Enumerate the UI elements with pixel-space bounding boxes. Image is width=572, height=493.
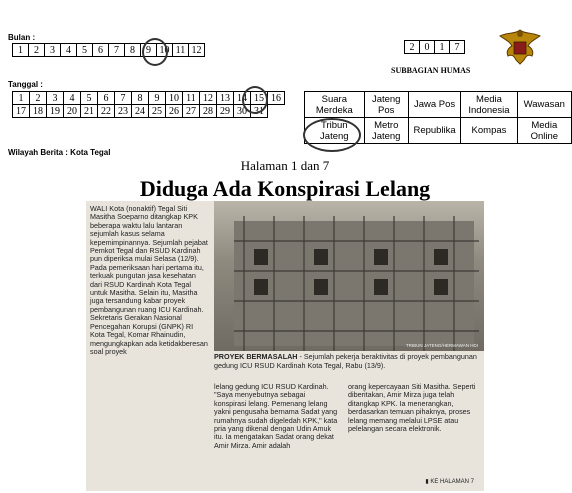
photo-caption (214, 353, 482, 370)
continued-note: ▮ KE HALAMAN 7 (425, 479, 474, 485)
article-column-1: WALI Kota (nonaktif) Tegal Siti Masitha Soeparno ditangkap KPK beberapa waktu lalu lantaran sejumlah kasus selama kepemimpinannya. Sejumlah pejabat Pemkot Tegal dan RSUD Kardinah pun diperiksa mulai Selasa (12/9). Pada pemeriksaan hari pertama itu, terkuak pungutan jasa kesehatan dari RSUD Kardinah Kota Tegal untuk Masitha. Selain itu, Masitha juga tersandung kabar proyek pembangunan ruang ICU Kardinah. Sekretaris Gerakan Nasional Pencegahan Korupsi (GNPK) RI Kota Tegal, Komar Rhainudin, mengungkapkan ada ketidakberesan soal proyek (90, 204, 208, 356)
date-cell: 29 (217, 105, 234, 118)
date-cell: 27 (183, 105, 200, 118)
year-digit-cell: 1 (435, 41, 450, 54)
date-cell: 14 (234, 92, 251, 105)
date-cell: 1 (13, 92, 30, 105)
bulan-label: Bulan : (8, 33, 36, 42)
date-cell: 7 (115, 92, 132, 105)
garuda-emblem-icon (498, 26, 542, 68)
media-cell: Jateng Pos (364, 92, 408, 118)
date-cell: 31 (251, 105, 268, 118)
year-digit-cell: 2 (405, 41, 420, 54)
month-cell: 3 (45, 44, 61, 57)
date-cell: 11 (183, 92, 200, 105)
date-cell: 18 (30, 105, 47, 118)
date-cell: 25 (149, 105, 166, 118)
media-cell: Suara Merdeka (305, 92, 365, 118)
date-cell: 9 (149, 92, 166, 105)
media-cell: Republika (408, 118, 461, 144)
continued-text: KE HALAMAN 7 (430, 479, 474, 485)
media-cell: Metro Jateng (364, 118, 408, 144)
caption-title: PROYEK BERMASALAH (214, 352, 298, 361)
media-cell: Media Indonesia (461, 92, 517, 118)
date-cell: 2 (30, 92, 47, 105)
date-cell: 28 (200, 105, 217, 118)
construction-photo (214, 201, 484, 351)
date-cell: 5 (81, 92, 98, 105)
media-cell: Kompas (461, 118, 517, 144)
date-cell: 17 (13, 105, 30, 118)
date-cell: 19 (47, 105, 64, 118)
date-cell: 8 (132, 92, 149, 105)
date-cell: 13 (217, 92, 234, 105)
month-cell: 10 (157, 44, 173, 57)
article-column-3: orang kepercayaan Siti Masitha. Seperti diberitakan, Amir Mirza juga telah ditangkap KPK. Ia menerangkan, berdasarkan temuan pihaknya, proses lelang memang melalui LPSE atau pelelangan secara elektronik. (348, 382, 476, 434)
date-cell: 4 (64, 92, 81, 105)
year-digit-cell: 0 (420, 41, 435, 54)
date-cell: 15 (251, 92, 268, 105)
month-cell: 6 (93, 44, 109, 57)
month-cell: 5 (77, 44, 93, 57)
building-scaffold-image (214, 201, 484, 351)
date-cell: 10 (166, 92, 183, 105)
photo-credit: TRIBUN JATENG/HERMAWAN HDI (405, 343, 478, 348)
media-cell: Tribun Jateng (305, 118, 365, 144)
article-column-2: lelang gedung ICU RSUD Kardinah. "Saya menyebutnya sebagai konspirasi lelang. Pemenang lelang yakni pengusaha bernama Sadat yang rumahnya sudah digeledah KPK," kata pria yang dikenal dengan Udin Amuk itu. Ia mengatakan Sadat orang dekat Amir Mirza. Amir adalah (214, 382, 338, 450)
date-cell: 16 (268, 92, 285, 105)
date-cell: 24 (132, 105, 149, 118)
caption-text: - Sejumlah pekerja beraktivitas di proyek pembangunan gedung ICU RSUD Kardinah Kota Tegal, Rabu (13/9). (214, 352, 477, 370)
month-selection-circle (142, 38, 168, 66)
date-selection-circle (242, 86, 268, 114)
month-cell: 11 (173, 44, 189, 57)
month-cell: 7 (109, 44, 125, 57)
tanggal-label: Tanggal : (8, 80, 43, 89)
month-cell: 8 (125, 44, 141, 57)
media-cell: Jawa Pos (408, 92, 461, 118)
date-cell: 30 (234, 105, 251, 118)
date-cell: 21 (81, 105, 98, 118)
headline: Diduga Ada Konspirasi Lelang (139, 176, 431, 201)
date-cell: 26 (166, 105, 183, 118)
media-selection-circle (303, 118, 361, 152)
dept-label: SUBBAGIAN HUMAS (391, 66, 471, 75)
media-cell: Wawasan (517, 92, 571, 118)
month-grid (12, 43, 205, 57)
month-cell: 2 (29, 44, 45, 57)
date-cell: 22 (98, 105, 115, 118)
date-cell: 6 (98, 92, 115, 105)
date-cell: 23 (115, 105, 132, 118)
year-box (404, 40, 465, 54)
wilayah-label: Wilayah Berita : Kota Tegal (8, 148, 111, 157)
date-cell: 12 (200, 92, 217, 105)
month-cell: 1 (13, 44, 29, 57)
page-reference: Halaman 1 dan 7 (240, 158, 330, 173)
year-digit-cell: 7 (450, 41, 465, 54)
month-cell: 9 (141, 44, 157, 57)
month-cell: 12 (189, 44, 205, 57)
month-cell: 4 (61, 44, 77, 57)
news-clipping (86, 201, 484, 491)
date-cell: 20 (64, 105, 81, 118)
date-cell: 3 (47, 92, 64, 105)
media-cell: Media Online (517, 118, 571, 144)
